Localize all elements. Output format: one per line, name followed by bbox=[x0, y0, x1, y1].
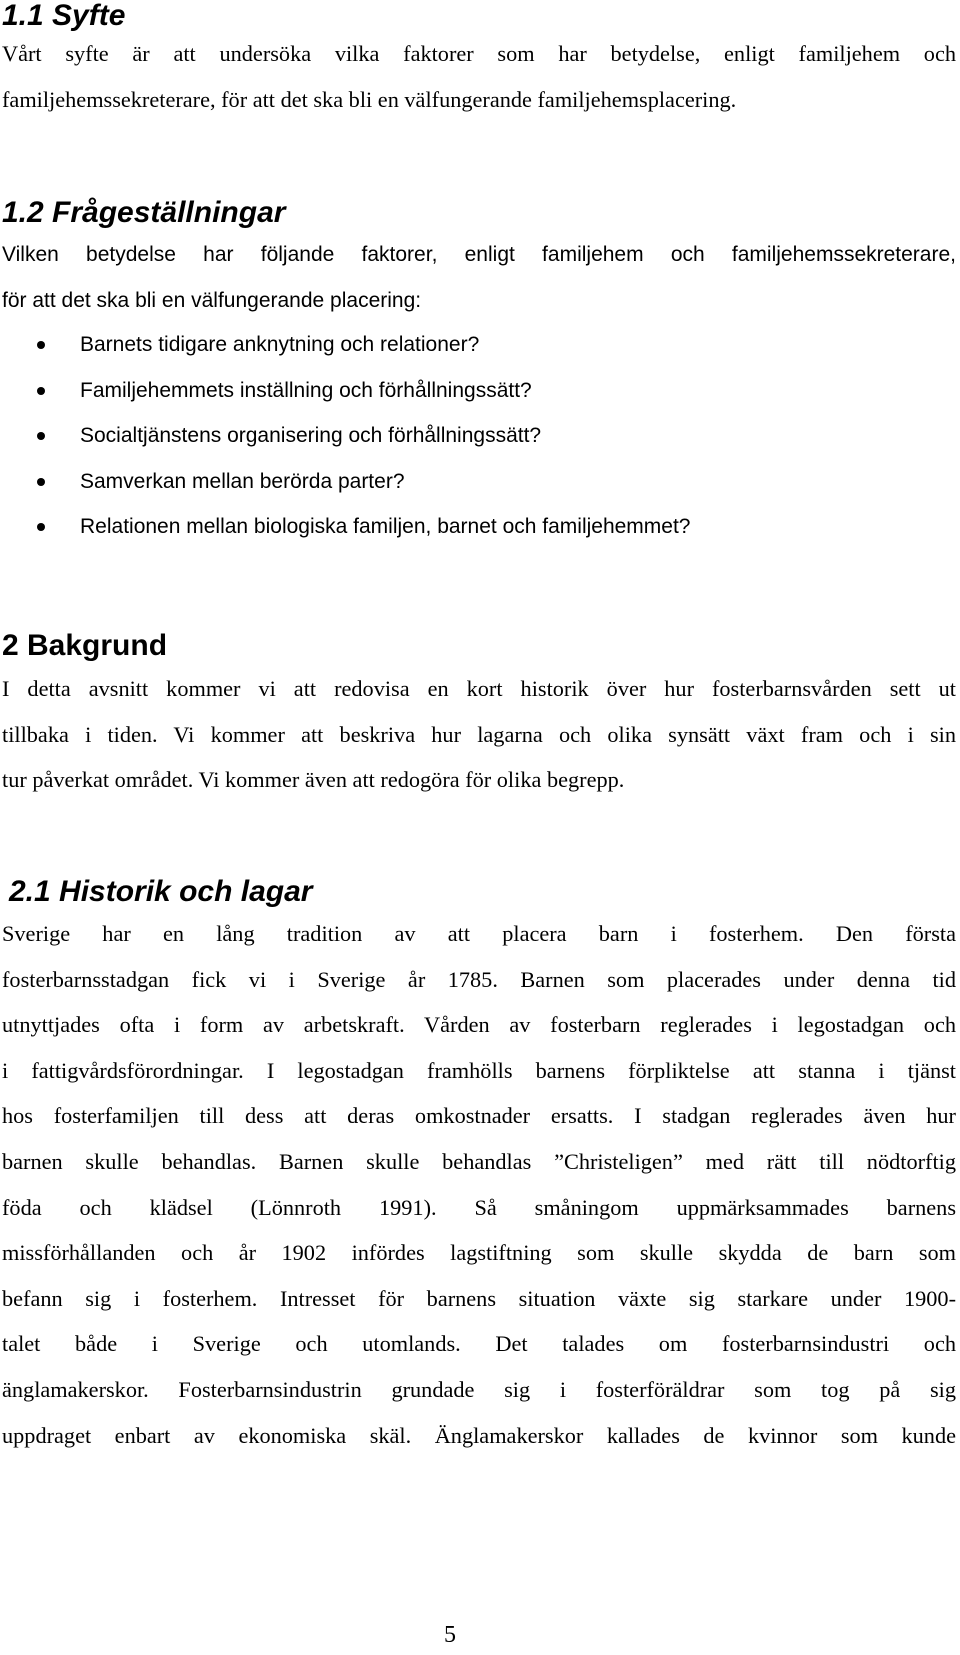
text-line: talet både i Sverige och utomlands. Det talades om fosterbarnsindustri och bbox=[2, 1331, 956, 1357]
bullet-icon bbox=[37, 341, 45, 349]
text-line: för att det ska bli en välfungerande placering: bbox=[2, 288, 422, 312]
paragraph-fragestallningar bbox=[2, 232, 956, 323]
bullet-icon bbox=[37, 478, 45, 486]
list-item-text: Familjehemmets inställning och förhållningssätt? bbox=[80, 378, 532, 402]
text-line: änglamakerskor. Fosterbarnsindustrin grundade sig i fosterföräldrar som tog på sig bbox=[2, 1376, 956, 1402]
list-item-text: Relationen mellan biologiska familjen, barnet och familjehemmet? bbox=[80, 515, 691, 539]
list-item bbox=[0, 459, 691, 505]
list-item-text: Samverkan mellan berörda parter? bbox=[80, 469, 405, 493]
text-line: befann sig i fosterhem. Intresset för barnens situation växte sig starkare under 1900- bbox=[2, 1285, 956, 1311]
text-line: Sverige har en lång tradition av att placera barn i fosterhem. Den första bbox=[2, 921, 956, 946]
question-list bbox=[0, 322, 691, 550]
text-line: uppdraget enbart av ekonomiska skäl. Änglamakerskor kallades de kvinnor som kunde bbox=[2, 1422, 956, 1448]
text-line: I detta avsnitt kommer vi att redovisa en kort historik över hur fosterbarnsvården sett ut bbox=[2, 676, 956, 701]
list-item-text: Barnets tidigare anknytning och relationer? bbox=[80, 333, 480, 356]
text-line: barnen skulle behandlas. Barnen skulle behandlas ”Christeligen” med rätt till nödtorftig bbox=[2, 1148, 956, 1174]
text-line: föda och klädsel (Lönnroth 1991). Så småningom uppmärksammades barnens bbox=[2, 1194, 956, 1220]
page-number: 5 bbox=[444, 1622, 456, 1648]
heading-fragestallningar: 1.2 Frågeställningar bbox=[2, 196, 286, 229]
bullet-icon bbox=[37, 432, 45, 440]
text-line: hos fosterfamiljen till dess att deras omkostnader ersatts. I stadgan reglerades även hur bbox=[2, 1103, 956, 1129]
list-item bbox=[0, 413, 691, 459]
text-line: familjehemssekreterare, för att det ska bli en välfungerande familjehemsplacering. bbox=[2, 86, 737, 112]
text-line: tillbaka i tiden. Vi kommer att beskriva hur lagarna och olika synsätt växt fram och i sin bbox=[2, 721, 956, 747]
text-line: i fattigvårdsförordningar. I legostadgan framhölls barnens förpliktelse att stanna i tjänst bbox=[2, 1057, 956, 1083]
paragraph-bakgrund bbox=[2, 666, 956, 803]
heading-bakgrund: 2 Bakgrund bbox=[2, 629, 168, 662]
text-line: Vårt syfte är att undersöka vilka faktorer som har betydelse, enligt familjehem och bbox=[2, 41, 956, 66]
text-line: Vilken betydelse har följande faktorer, enligt familjehem och familjehemssekreterare, bbox=[2, 243, 956, 266]
text-line: missförhållanden och år 1902 infördes lagstiftning som skulle skydda de barn som bbox=[2, 1240, 956, 1266]
list-item-text: Socialtjänstens organisering och förhållningssätt? bbox=[80, 424, 542, 448]
list-item bbox=[0, 504, 691, 550]
list-item bbox=[0, 322, 691, 368]
heading-historik: 2.1 Historik och lagar bbox=[9, 875, 313, 908]
bullet-icon bbox=[37, 523, 45, 531]
paragraph-historik bbox=[2, 911, 956, 1458]
list-item bbox=[0, 368, 691, 414]
paragraph-syfte bbox=[2, 31, 956, 122]
heading-syfte: 1.1 Syfte bbox=[2, 0, 126, 32]
text-line: tur påverkat området. Vi kommer även att redogöra för olika begrepp. bbox=[2, 767, 625, 793]
text-line: utnyttjades ofta i form av arbetskraft. Vården av fosterbarn reglerades i legostadgan och bbox=[2, 1012, 956, 1038]
text-line: fosterbarnsstadgan fick vi i Sverige år 1785. Barnen som placerades under denna tid bbox=[2, 966, 956, 992]
bullet-icon bbox=[37, 387, 45, 395]
